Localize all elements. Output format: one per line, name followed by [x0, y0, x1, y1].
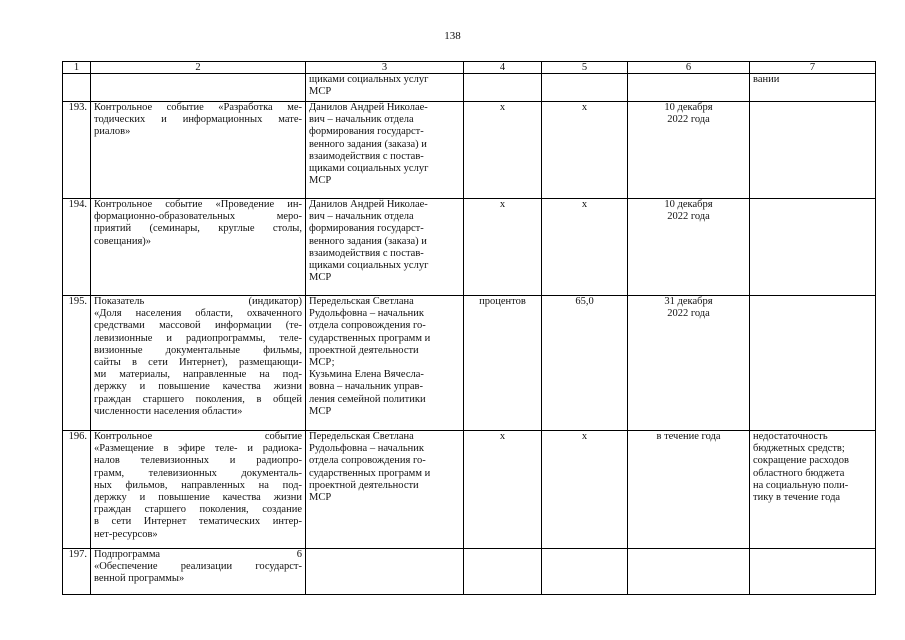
event-name	[91, 199, 306, 296]
event-name-line: тодических и информационных мате-	[94, 114, 302, 126]
column-number: 7	[750, 62, 876, 74]
responsible-person-line: отдела сопровождения го-	[309, 320, 426, 332]
responsible-person-line: МСР	[309, 405, 332, 417]
event-name-line: Подпрограмма 6	[94, 549, 302, 560]
deadline-line: 31 декабря	[664, 296, 713, 307]
risk-description-line: тику в течение года	[753, 492, 841, 504]
deadline	[628, 549, 750, 595]
event-name-line: приятий (семинары, круглые столы,	[94, 223, 302, 235]
responsible-person-line: Данилов Андрей Николае-	[309, 199, 428, 210]
table-row	[63, 296, 876, 431]
column-number: 1	[63, 62, 91, 74]
event-name-line: нет-ресурсов»	[94, 528, 158, 540]
event-name	[91, 74, 306, 102]
deadline	[628, 296, 750, 431]
deadline	[628, 199, 750, 296]
event-name-line: «Доля населения области, охваченного	[94, 308, 302, 320]
table-row	[63, 74, 876, 102]
risk-description	[750, 102, 876, 199]
row-number	[63, 74, 91, 102]
event-name-line: «Обеспечение реализации государст-	[94, 561, 302, 573]
responsible-person	[306, 431, 464, 549]
responsible-person-line: вич – начальник отдела	[309, 211, 414, 223]
event-name-line: ных фильмов, направленных на под-	[94, 479, 302, 491]
risk-description	[750, 296, 876, 431]
row-number: 195.	[63, 296, 91, 431]
event-name-line: сайты в сети Интернет), размещающи-	[94, 357, 302, 369]
responsible-person	[306, 549, 464, 595]
event-name	[91, 102, 306, 199]
event-name-line: риалов»	[94, 126, 131, 138]
event-name-line: «Размещение в эфире теле- и радиока-	[94, 443, 302, 455]
event-name	[91, 549, 306, 595]
deadline-line: в течение года	[656, 431, 721, 442]
column-number: 2	[91, 62, 306, 74]
page-number: 138	[444, 30, 461, 42]
row-number: 196.	[63, 431, 91, 549]
event-name-line: граждан старшего поколения, создание	[94, 504, 302, 516]
responsible-person-line: щиками социальных услуг	[309, 163, 429, 175]
responsible-person	[306, 199, 464, 296]
event-name-line: держку и повышение качества жизни	[94, 381, 302, 393]
event-name-line: Контрольное событие «Разработка ме-	[94, 102, 302, 113]
responsible-person-line: сударственных программ и	[309, 467, 431, 479]
risk-description	[750, 74, 876, 102]
deadline-line: 2022 года	[667, 211, 710, 223]
column-number: 5	[542, 62, 628, 74]
unit-of-measure: x	[464, 102, 542, 199]
event-name	[91, 431, 306, 549]
column-number-row	[63, 62, 876, 74]
target-value: x	[542, 431, 628, 549]
responsible-person-line: сударственных программ и	[309, 332, 431, 344]
responsible-person-line: Кузьмина Елена Вячесла-	[309, 369, 424, 381]
unit-of-measure: x	[464, 431, 542, 549]
risk-description-line: недостаточность	[753, 431, 828, 442]
responsible-person-line: МСР	[309, 86, 332, 98]
responsible-person-line: отдела сопровождения го-	[309, 455, 426, 467]
deadline-line: 2022 года	[667, 114, 710, 126]
responsible-person	[306, 296, 464, 431]
deadline	[628, 74, 750, 102]
event-name-line: численности населения области»	[94, 405, 243, 417]
responsible-person-line: Передельская Светлана	[309, 296, 414, 307]
event-name-line: совещания)»	[94, 235, 152, 247]
risk-description-line: сокращение расходов	[753, 455, 849, 467]
row-number: 193.	[63, 102, 91, 199]
responsible-person-line: формирования государст-	[309, 223, 424, 235]
event-name	[91, 296, 306, 431]
responsible-person	[306, 74, 464, 102]
responsible-person-line: проектной деятельности	[309, 344, 419, 356]
target-value: 65,0	[542, 296, 628, 431]
column-number: 3	[306, 62, 464, 74]
table-row	[63, 549, 876, 595]
event-name-line: налов телевизионных и радиопро-	[94, 455, 302, 467]
event-name-line: средствами массовой информации (те-	[94, 320, 302, 332]
deadline	[628, 431, 750, 549]
plan-table	[62, 61, 876, 595]
risk-description	[750, 431, 876, 549]
risk-description-line: областного бюджета	[753, 467, 845, 479]
event-name-line: левизионные и радиопрограммы, теле-	[94, 332, 302, 344]
target-value: x	[542, 199, 628, 296]
deadline-line: 10 декабря	[664, 102, 713, 113]
responsible-person-line: венного задания (заказа) и	[309, 235, 427, 247]
event-name-line: граждан старшего поколения, в общей	[94, 393, 302, 405]
event-name-line: в сети Интернет тематических интер-	[94, 516, 302, 528]
responsible-person-line: ления семейной политики	[309, 393, 426, 405]
deadline	[628, 102, 750, 199]
event-name-line: формационно-образовательных меро-	[94, 211, 302, 223]
column-number: 4	[464, 62, 542, 74]
event-name-line: ми материалы, направленные на под-	[94, 369, 302, 381]
risk-description-line: на социальную поли-	[753, 479, 849, 491]
event-name-line: визионные документальные фильмы,	[94, 344, 302, 356]
unit-of-measure	[464, 74, 542, 102]
table-body	[63, 74, 876, 595]
risk-description	[750, 199, 876, 296]
responsible-person-line: проектной деятельности	[309, 479, 419, 491]
responsible-person-line: МСР	[309, 272, 332, 284]
risk-description-line: вании	[753, 74, 780, 85]
responsible-person-line: взаимодействия с постав-	[309, 247, 424, 259]
unit-of-measure	[464, 549, 542, 595]
target-value: x	[542, 102, 628, 199]
responsible-person-line: взаимодействия с постав-	[309, 150, 424, 162]
responsible-person-line: щиками социальных услуг	[309, 74, 429, 85]
target-value	[542, 549, 628, 595]
row-number: 197.	[63, 549, 91, 595]
table-row	[63, 199, 876, 296]
event-name-line: Показатель (индикатор)	[94, 296, 302, 307]
event-name-line: Контрольное событие «Проведение ин-	[94, 199, 302, 210]
table-row	[63, 431, 876, 549]
responsible-person-line: венного задания (заказа) и	[309, 138, 427, 150]
target-value	[542, 74, 628, 102]
responsible-person-line: МСР	[309, 492, 332, 504]
responsible-person-line: формирования государст-	[309, 126, 424, 138]
column-number: 6	[628, 62, 750, 74]
responsible-person-line: Данилов Андрей Николае-	[309, 102, 428, 113]
responsible-person-line: вич – начальник отдела	[309, 114, 414, 126]
event-name-line: венной программы»	[94, 573, 185, 585]
event-name-line: грамм, телевизионных документаль-	[94, 467, 302, 479]
deadline-line: 10 декабря	[664, 199, 713, 210]
unit-of-measure: процентов	[464, 296, 542, 431]
risk-description-line: бюджетных средств;	[753, 443, 845, 455]
deadline-line: 2022 года	[667, 308, 710, 320]
row-number: 194.	[63, 199, 91, 296]
table-row	[63, 102, 876, 199]
event-name-line: держку и повышение качества жизни	[94, 492, 302, 504]
responsible-person-line: вовна – начальник управ-	[309, 381, 423, 393]
responsible-person	[306, 102, 464, 199]
unit-of-measure: x	[464, 199, 542, 296]
responsible-person-line: щиками социальных услуг	[309, 260, 429, 272]
responsible-person-line: МСР;	[309, 357, 335, 369]
responsible-person-line: Рудольфовна – начальник	[309, 443, 424, 455]
event-name-line: Контрольное событие	[94, 431, 302, 442]
responsible-person-line: Передельская Светлана	[309, 431, 414, 442]
responsible-person-line: МСР	[309, 175, 332, 187]
risk-description	[750, 549, 876, 595]
responsible-person-line: Рудольфовна – начальник	[309, 308, 424, 320]
